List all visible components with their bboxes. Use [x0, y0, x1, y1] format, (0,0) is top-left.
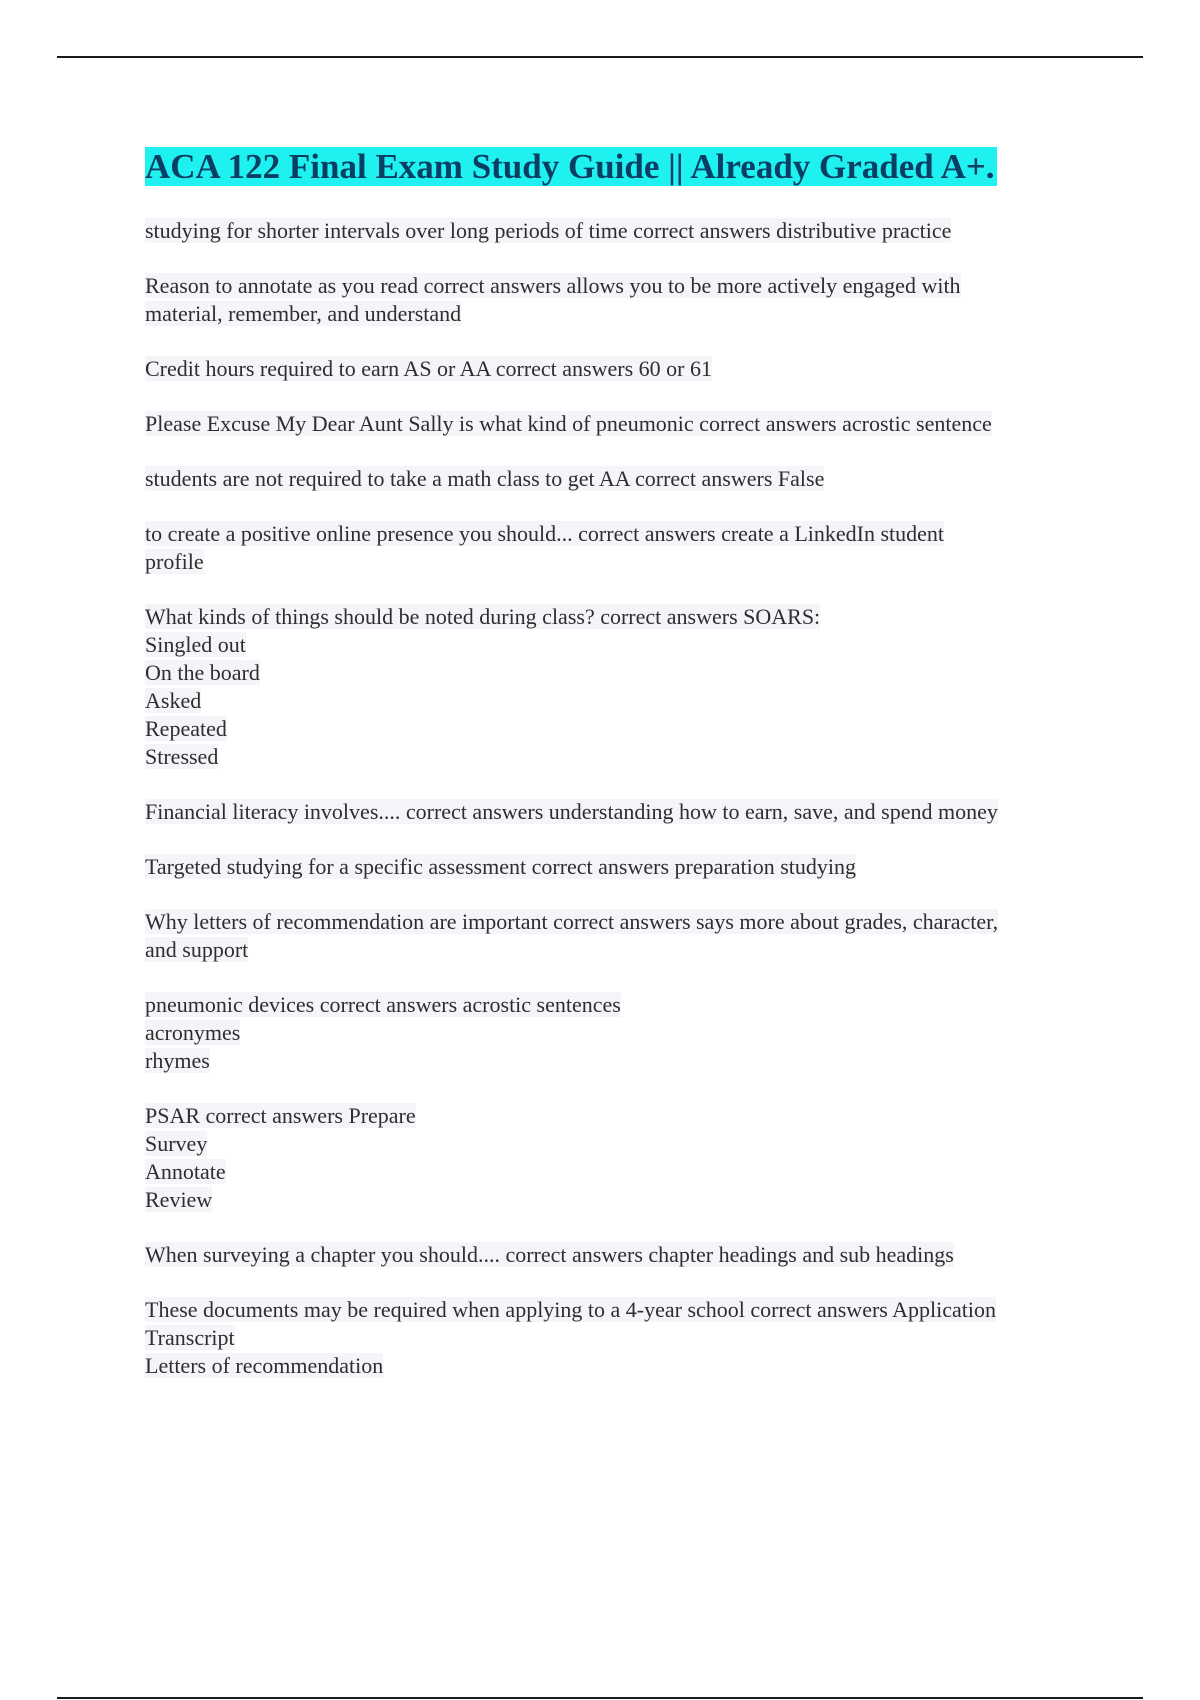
entry-line: Please Excuse My Dear Aunt Sally is what kind of pneumonic correct answers acrostic sentence: [145, 411, 992, 436]
qa-entry: [145, 603, 1105, 771]
entry-line: pneumonic devices correct answers acrostic sentences: [145, 992, 621, 1017]
entry-line: Transcript: [145, 1325, 235, 1350]
qa-entry: [145, 520, 1105, 576]
entry-line: Financial literacy involves.... correct answers understanding how to earn, save, and spend money: [145, 799, 998, 824]
qa-entry: [145, 217, 1105, 245]
entry-line: Singled out: [145, 632, 246, 657]
qa-entry: [145, 465, 1105, 493]
qa-entry: [145, 991, 1105, 1075]
entry-line: and support: [145, 937, 249, 962]
entry-line: Credit hours required to earn AS or AA correct answers 60 or 61: [145, 356, 712, 381]
entry-line: Stressed: [145, 744, 219, 769]
entry-line: material, remember, and understand: [145, 301, 462, 326]
qa-entry: [145, 1296, 1105, 1380]
entry-line: What kinds of things should be noted during class? correct answers SOARS:: [145, 604, 821, 629]
entry-line: rhymes: [145, 1048, 210, 1073]
qa-entry: [145, 853, 1105, 881]
document-title-text: ACA 122 Final Exam Study Guide || Already Graded A+.: [145, 147, 995, 186]
qa-entry: [145, 355, 1105, 383]
entry-line: Letters of recommendation: [145, 1353, 384, 1378]
entry-line: Targeted studying for a specific assessment correct answers preparation studying: [145, 854, 856, 879]
entry-line: students are not required to take a math class to get AA correct answers False: [145, 466, 825, 491]
entry-line: to create a positive online presence you should... correct answers create a LinkedIn student: [145, 521, 945, 546]
entry-line: studying for shorter intervals over long periods of time correct answers distributive practice: [145, 218, 952, 243]
document-body: [145, 143, 1105, 1407]
entry-line: PSAR correct answers Prepare: [145, 1103, 416, 1128]
entry-line: Review: [145, 1187, 213, 1212]
entry-line: profile: [145, 549, 204, 574]
top-rule: [57, 56, 1143, 58]
document-title: [145, 143, 1105, 191]
qa-entry: [145, 272, 1105, 328]
entry-line: These documents may be required when applying to a 4-year school correct answers Application: [145, 1297, 996, 1322]
bottom-rule: [57, 1697, 1143, 1699]
entry-line: On the board: [145, 660, 260, 685]
entry-line: Reason to annotate as you read correct answers allows you to be more actively engaged with: [145, 273, 961, 298]
entry-line: Why letters of recommendation are important correct answers says more about grades, character,: [145, 909, 999, 934]
qa-entry: [145, 1241, 1105, 1269]
qa-entry: [145, 908, 1105, 964]
entry-line: Asked: [145, 688, 202, 713]
qa-entry: [145, 798, 1105, 826]
qa-entry: [145, 410, 1105, 438]
entry-line: acronymes: [145, 1020, 241, 1045]
qa-entry: [145, 1102, 1105, 1214]
entry-line: When surveying a chapter you should.... correct answers chapter headings and sub headings: [145, 1242, 954, 1267]
entry-line: Repeated: [145, 716, 227, 741]
entry-line: Survey: [145, 1131, 208, 1156]
entry-line: Annotate: [145, 1159, 226, 1184]
